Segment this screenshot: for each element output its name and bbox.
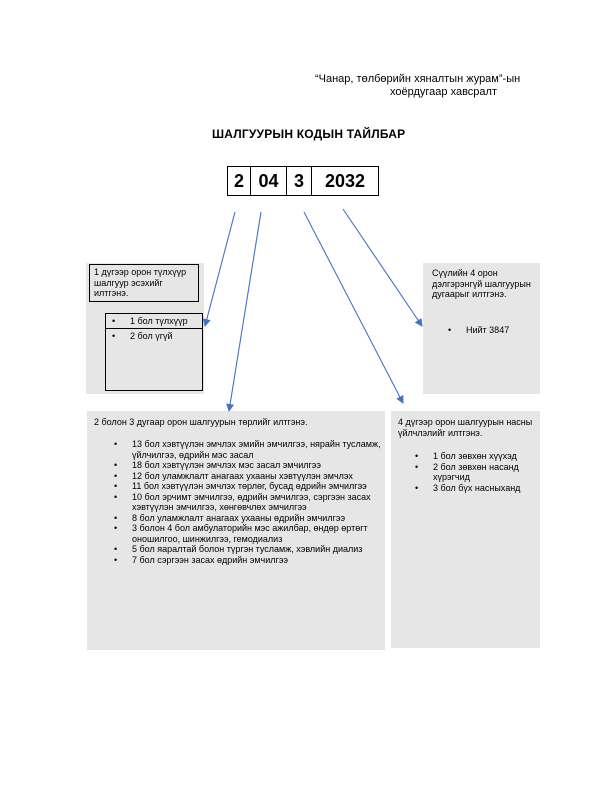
arrow-to-key-criterion (205, 212, 235, 326)
code-digit-1: 2 (228, 167, 251, 195)
criterion-type-item: • 3 болон 4 бол амбулаторийн мэс ажилбар, өндөр өртөгт оношилгоо, шинжилгээ, гемодиализ (132, 523, 382, 544)
box-key-criterion-description: 1 дүгээр орон түлхүүр шалгуур эсэхийг илтгэнэ. (94, 267, 187, 298)
criterion-type-item: • 12 бол уламжлалт анагаах ухааны хэвтүүлэн эмчлэх (132, 471, 382, 482)
box-age-scope-description: 4 дүгээр орон шалгуурын насны үйлчлэлийг илтгэнэ. (398, 417, 533, 438)
appendix-header-line2: хоёрдугаар хавсралт (390, 86, 497, 98)
criterion-type-item: • 18 бол хэвтүүлэн эмчлэх мэс засал эмчилгээ (132, 460, 382, 471)
age-scope-item: • 1 бол зөвхөн хүүхэд (433, 451, 533, 462)
age-scope-item: • 3 бол бүх насныханд (433, 483, 533, 494)
box-criterion-type-description: 2 болон 3 дугаар орон шалгуурын төрлийг илтгэнэ. (94, 417, 308, 427)
arrow-to-age-scope (304, 212, 403, 403)
bullet-icon: • (112, 316, 116, 326)
criterion-type-item: • 11 бол хэвтүүлэн эмчлэх төрлөг, бусад өдрийн эмчилгээ (132, 481, 382, 492)
key-item-2: 2 бол үгүй (130, 331, 173, 341)
bullet-icon: • (112, 331, 116, 341)
age-scope-item: • 2 бол зөвхөн насанд хүрэгчид (433, 462, 533, 483)
criterion-type-item: • 13 бол хэвтүүлэн эмчлэх эмийн эмчилгээ, нярайн тусламж, үйлчилгээ, өдрийн мэс засал (132, 439, 382, 460)
criterion-type-item: • 7 бол сэргээн засах өдрийн эмчилгээ (132, 555, 382, 566)
criterion-type-item: • 8 бол уламжлалт анагаах ухааны өдрийн эмчилгээ (132, 513, 382, 524)
arrow-to-criterion-type (229, 212, 261, 411)
criterion-type-item: • 10 бол эрчимт эмчилгээ, өдрийн эмчилгээ, сэргээн засах хэвтүүлэн эмчилгээ, хөнгөвчлөх эмчилгээ (132, 492, 382, 513)
detailed-number-item: • Нийт 3847 (466, 325, 536, 336)
page-title: ШАЛГУУРЫН КОДЫН ТАЙЛБАР (212, 127, 406, 141)
box-detailed-number-description: Сүүлийн 4 орон дэлгэрэнгүй шалгуурын дугаарыг илтгэнэ. (432, 268, 531, 299)
arrow-to-detailed-number (343, 209, 422, 326)
criterion-type-item: • 5 бол яаралтай болон түргэн тусламж, хэвлийн диализ (132, 544, 382, 555)
code-digits-2-3: 04 (251, 167, 287, 195)
appendix-header-line1: “Чанар, төлбөрийн хяналтын журам”-ын (315, 73, 521, 85)
key-item-1: 1 бол түлхүүр (130, 316, 188, 326)
code-digit-4: 3 (287, 167, 312, 195)
code-digits-5-8: 2032 (324, 170, 366, 191)
